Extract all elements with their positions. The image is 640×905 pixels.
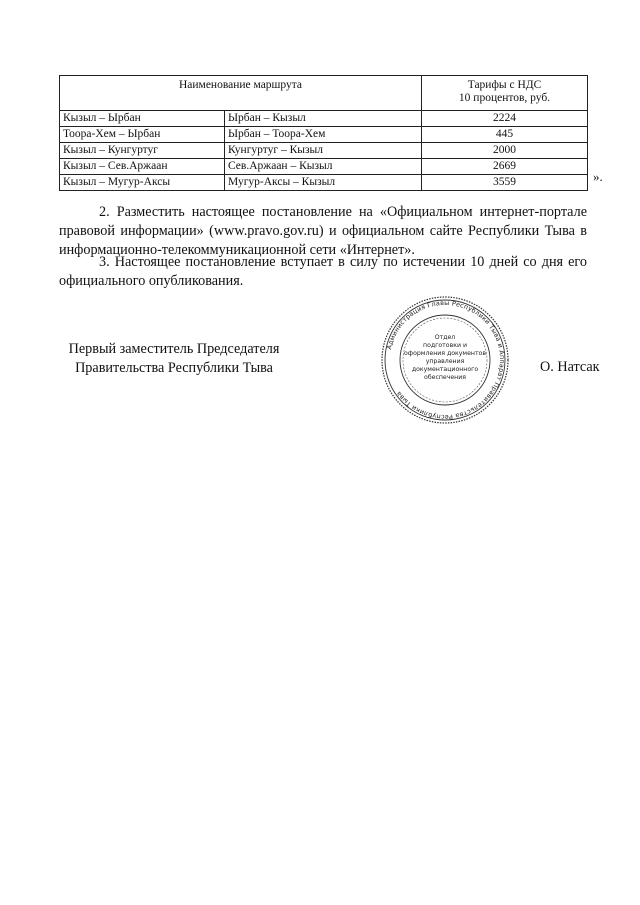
table-header-row	[60, 76, 588, 111]
closing-quote: ».	[593, 169, 603, 184]
signatory-title	[59, 340, 289, 378]
route-tariff: 3559	[422, 175, 588, 191]
seal-icon	[370, 295, 520, 425]
route-back: Сев.Аржаан – Кызыл	[225, 159, 422, 175]
route-from: Кызыл – Мугур-Аксы	[60, 175, 225, 191]
route-tariff: 2000	[422, 143, 588, 159]
paragraph-effective-date: 3. Настоящее постановление вступает в силу по истечении 10 дней со дня его официального опубликования.	[59, 254, 587, 289]
header-tariff	[422, 76, 588, 111]
signatory-title-line2: Правительства Республики Тыва	[75, 360, 273, 376]
table-row	[60, 159, 588, 175]
route-from: Кызыл – Кунгуртуг	[60, 143, 225, 159]
table-row	[60, 111, 588, 127]
svg-text:обеспечения: обеспечения	[424, 374, 466, 381]
table-row	[60, 143, 588, 159]
svg-text:подготовки и: подготовки и	[423, 342, 467, 349]
svg-text:Администрация Главы Республики: Администрация Главы Республики Тыва и Аппарат Правительства Республики Тыва	[385, 298, 507, 422]
route-from: Тоора-Хем – Ырбан	[60, 127, 225, 143]
svg-text:оформления документов: оформления документов	[404, 350, 486, 357]
route-tariff: 445	[422, 127, 588, 143]
tariff-table	[59, 75, 588, 191]
route-back: Кунгуртуг – Кызыл	[225, 143, 422, 159]
svg-text:документационного: документационного	[411, 366, 479, 373]
route-tariff: 2224	[422, 111, 588, 127]
svg-text:Отдел: Отдел	[434, 334, 456, 341]
signatory-title-line1: Первый заместитель Председателя	[68, 341, 280, 357]
svg-text:управления: управления	[425, 358, 465, 365]
route-back: Ырбан – Кызыл	[225, 111, 422, 127]
header-tariff-line2: 10 процентов, руб.	[458, 92, 551, 104]
signatory-name: О. Натсак	[540, 359, 600, 375]
table-row	[60, 127, 588, 143]
route-tariff: 2669	[422, 159, 588, 175]
paragraph-publication: 2. Разместить настоящее постановление на «Официальном интернет-портале правовой информации» (www.pravo.gov.ru) и официальном сайте Республики Тыва в информационно-телекоммуникационной сети «Интернет».	[59, 204, 587, 258]
route-from: Кызыл – Сев.Аржаан	[60, 159, 225, 175]
header-route: Наименование маршрута	[60, 76, 422, 111]
route-from: Кызыл – Ырбан	[60, 111, 225, 127]
table-row	[60, 175, 588, 191]
route-back: Ырбан – Тоора-Хем	[225, 127, 422, 143]
header-tariff-line1: Тарифы с НДС	[467, 79, 542, 91]
route-back: Мугур-Аксы – Кызыл	[225, 175, 422, 191]
official-seal-stamp	[370, 295, 520, 425]
